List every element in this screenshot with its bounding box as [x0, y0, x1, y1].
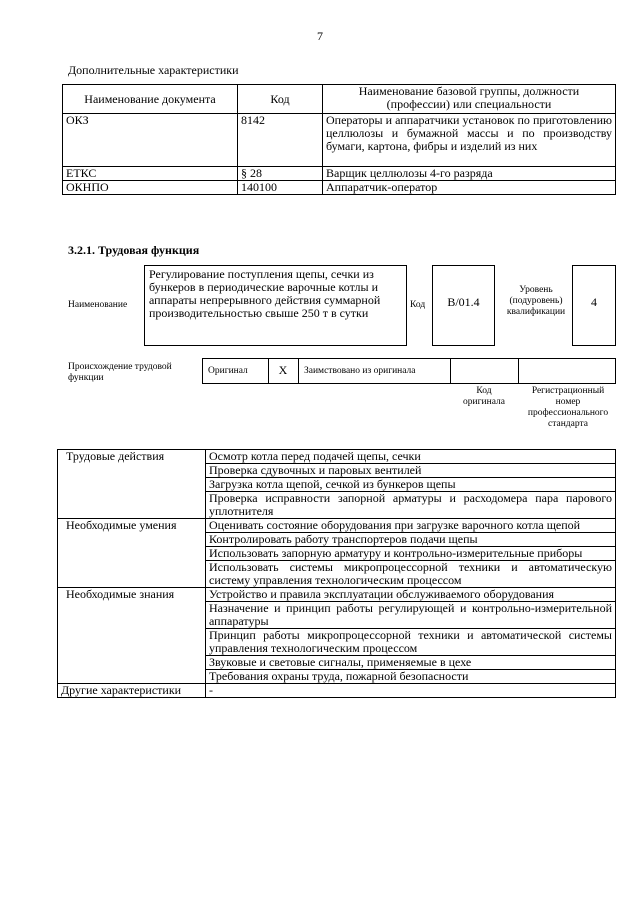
details-item: Принцип работы микропроцессорной техники и автоматической системы управления технологическим процессом — [206, 629, 616, 656]
details-label: Другие характеристики — [58, 684, 206, 698]
row-doc: ОКЗ — [63, 114, 238, 167]
row-code: 8142 — [238, 114, 323, 167]
row-name: Операторы и аппаратчики установок по приготовлению целлюлозы и бумажной массы и по производству бумаги, картона, фибры и изделий из них — [323, 114, 616, 167]
orig-code-label — [450, 386, 518, 408]
reg-label — [518, 386, 618, 430]
additional-heading: Дополнительные характеристики — [68, 63, 239, 77]
level-value: 4 — [591, 295, 597, 309]
origin-label-line2: функции — [68, 373, 104, 383]
details-item: Проверка сдувочных и паровых вентилей — [206, 464, 616, 478]
level-label-line2: (подуровень) — [509, 296, 563, 306]
row-doc: ЕТКС — [63, 167, 238, 181]
table-row — [63, 114, 616, 167]
details-label: Необходимые умения — [58, 519, 206, 588]
row-code: 140100 — [238, 181, 323, 195]
level-label — [503, 285, 569, 318]
row-code: § 28 — [238, 167, 323, 181]
details-item: Контролировать работу транспортеров подачи щепы — [206, 533, 616, 547]
reg-label-line1: Регистрационный — [531, 386, 605, 396]
details-item: Использовать запорную арматуру и контрольно-измерительные приборы — [206, 547, 616, 561]
table-row — [63, 167, 616, 181]
reg-label-line2: номер — [555, 397, 581, 407]
function-name-box — [144, 265, 407, 346]
table-row — [58, 684, 616, 698]
details-item: Проверка исправности запорной арматуры и расходомера пара парового уплотнителя — [206, 492, 616, 519]
additional-header-row — [63, 85, 616, 114]
header-doc: Наименование документа — [63, 85, 238, 114]
code-box — [432, 265, 495, 346]
details-item: Загрузка котла щепой, сечкой из бункеров щепы — [206, 478, 616, 492]
row-name: Варщик целлюлозы 4-го разряда — [323, 167, 616, 181]
level-label-line1: Уровень — [519, 285, 553, 295]
orig-code-label-line2: оригинала — [463, 397, 505, 407]
header-name — [323, 85, 616, 114]
details-item: - — [206, 684, 616, 698]
origin-label-line1: Происхождение трудовой — [68, 362, 172, 372]
borrowed-label: Заимствовано из оригинала — [304, 366, 416, 376]
code-value: B/01.4 — [447, 295, 480, 309]
reg-label-line4: стандарта — [548, 419, 588, 429]
origin-label — [68, 362, 172, 384]
orig-code-label-line1: Код — [476, 386, 492, 396]
table-row — [58, 519, 616, 533]
details-item: Использовать системы микропроцессорной техники и автоматическую систему управления технологическим процессом — [206, 561, 616, 588]
details-label: Трудовые действия — [58, 450, 206, 519]
header-code: Код — [238, 85, 323, 114]
function-name-value: Регулирование поступления щепы, сечки из бункеров в периодические варочные котлы и аппараты непрерывного действия суммарной производительностью свыше 250 т в сутки — [149, 267, 381, 320]
details-item: Требования охраны труда, пожарной безопасности — [206, 670, 616, 684]
details-item: Назначение и принцип работы регулирующей и контрольно-измерительной аппаратуры — [206, 602, 616, 629]
details-item: Устройство и правила эксплуатации обслуживаемого оборудования — [206, 588, 616, 602]
details-item: Оценивать состояние оборудования при загрузке варочного котла щепой — [206, 519, 616, 533]
original-mark: X — [278, 363, 288, 377]
table-row — [58, 450, 616, 464]
details-item: Звуковые и световые сигналы, применяемые в цехе — [206, 656, 616, 670]
row-doc: ОКНПО — [63, 181, 238, 195]
additional-table — [62, 84, 616, 195]
reg-label-line3: профессионального — [527, 408, 609, 418]
level-label-line3: квалификации — [506, 307, 566, 317]
function-name-label: Наименование — [68, 300, 128, 310]
details-table — [57, 449, 616, 698]
details-label: Необходимые знания — [58, 588, 206, 684]
header-name-line1: Наименование базовой группы, должности — [358, 84, 580, 98]
header-name-line2: (профессии) или специальности — [386, 97, 552, 111]
table-row — [58, 588, 616, 602]
details-item: Осмотр котла перед подачей щепы, сечки — [206, 450, 616, 464]
function-heading: 3.2.1. Трудовая функция — [68, 243, 200, 257]
level-box — [572, 265, 616, 346]
page-number: 7 — [317, 29, 323, 43]
original-label: Оригинал — [208, 366, 248, 376]
code-label: Код — [410, 300, 426, 310]
row-name: Аппаратчик-оператор — [323, 181, 616, 195]
table-row — [63, 181, 616, 195]
